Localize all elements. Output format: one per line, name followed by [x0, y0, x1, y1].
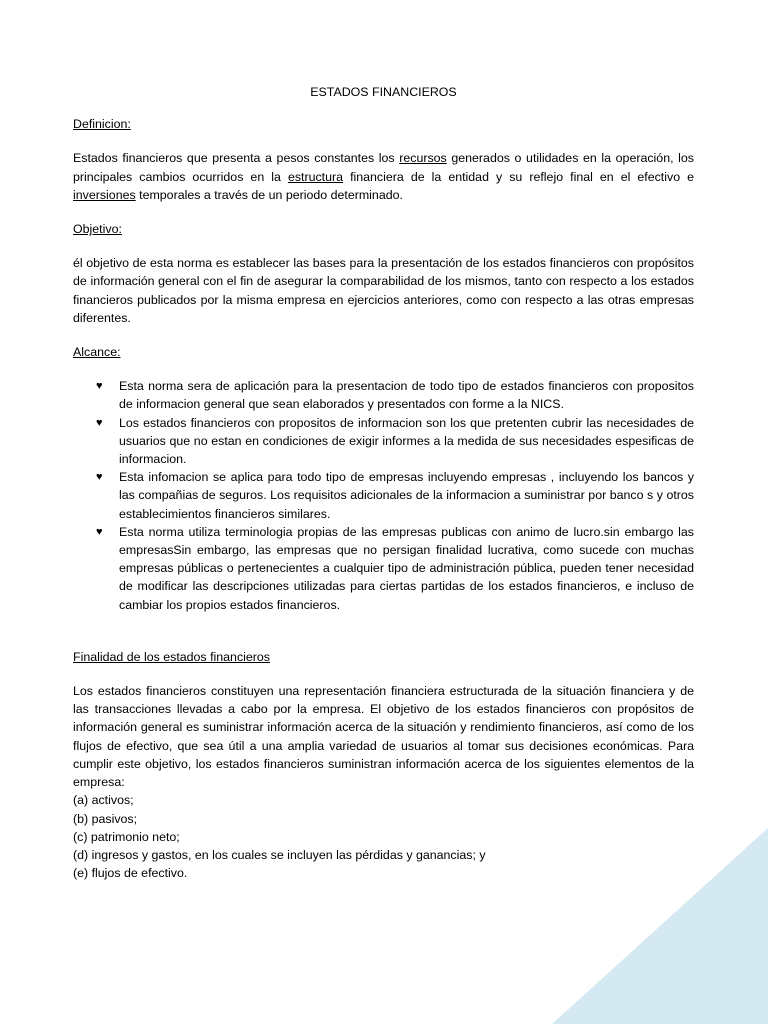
list-item: (b) pasivos; [73, 811, 138, 826]
document-content [73, 83, 694, 882]
inversiones-link[interactable]: inversiones [73, 187, 136, 202]
list-item [73, 468, 694, 523]
estructura-link[interactable]: estructura [287, 169, 344, 184]
list-item: (a) activos; [73, 793, 134, 808]
heart-bullet-icon: ♥ [96, 471, 103, 484]
definicion-heading: Definicion: [73, 117, 131, 132]
alcance-list [73, 377, 694, 614]
alcance-heading: Alcance: [73, 345, 121, 360]
heart-bullet-icon: ♥ [96, 380, 103, 393]
alcance-item-text: Los estados financieros con propositos de informacion son los que pretenten cubrir las necesidades de usuarios que no estan en condiciones de exigir informes a la medida de sus necesidades espesificas de informacion. [119, 415, 694, 467]
objetivo-heading: Objetivo: [73, 222, 122, 237]
alcance-item-text: Esta infomacion se aplica para todo tipo de empresas incluyendo empresas , incluyendo los bancos y las compañias de seguros. Los requisitos adicionales de la informacion a suministrar por banco s y otros establecimientos financieros similares. [119, 470, 694, 521]
definicion-paragraph [73, 149, 694, 204]
section-spacer [73, 630, 694, 648]
heart-bullet-icon: ♥ [96, 416, 103, 429]
heart-bullet-icon: ♥ [96, 525, 103, 538]
finalidad-elements-list [73, 791, 694, 882]
objetivo-paragraph: él objetivo de esta norma es establecer las bases para la presentación de los estados financieros con propósitos de información general con el fin de asegurar la comparabilidad de los mismos, tanto con respecto a los estados financieros publicados por la misma empresa en ejercicios anteriores, como con respecto a las otras empresas diferentes. [73, 256, 694, 325]
definicion-text-2: generados o utilidades en la operación, los principales cambios ocurridos en la [73, 151, 694, 184]
finalidad-paragraph: Los estados financieros constituyen una representación financiera estructurada de la situación financiera y de las transacciones llevadas a cabo por la empresa. El objetivo de los estados financieros con propósitos de información general es suministrar información acerca de la situación y rendimiento financieros, así como de los flujos de efectivo, que sea útil a una amplia variedad de usuarios al tomar sus decisiones económicas. Para cumplir este objetivo, los estados financieros suministran información acerca de los siguientes elementos de la empresa: [73, 684, 694, 790]
document-title: ESTADOS FINANCIEROS [310, 85, 457, 99]
list-item [73, 523, 694, 614]
alcance-item-text: Esta norma sera de aplicación para la presentacion de todo tipo de estados financieros con propositos de informacion general que sean elaborados y presentados con forme a la NICS. [119, 379, 694, 412]
finalidad-heading: Finalidad de los estados financieros [73, 649, 270, 664]
definicion-text-4: temporales a través de un periodo determinado. [135, 187, 403, 202]
alcance-item-text: Esta norma utiliza terminologia propias de las empresas publicas con animo de lucro.sin embargo las empresasSin embargo, las empresas que no persigan finalidad lucrativa, como sucede con muchas empresas públicas o pertenecientes a cualquier tipo de administración pública, pueden tener necesidad de modificar las descripciones utilizadas para ciertas partidas de los estados financieros, e incluso de cambiar los propios estados financieros. [119, 524, 694, 612]
definicion-text-3: financiera de la entidad y su reflejo final en el efectivo e [343, 169, 695, 184]
recursos-link[interactable]: recursos [399, 151, 447, 166]
list-item: (d) ingresos y gastos, en los cuales se incluyen las pérdidas y ganancias; y [73, 847, 486, 862]
list-item [73, 414, 694, 469]
list-item: (c) patrimonio neto; [73, 829, 180, 844]
definicion-text-1: Estados financieros que presenta a pesos constantes los [73, 151, 400, 166]
list-item [73, 377, 694, 413]
list-item: (e) flujos de efectivo. [73, 866, 188, 881]
